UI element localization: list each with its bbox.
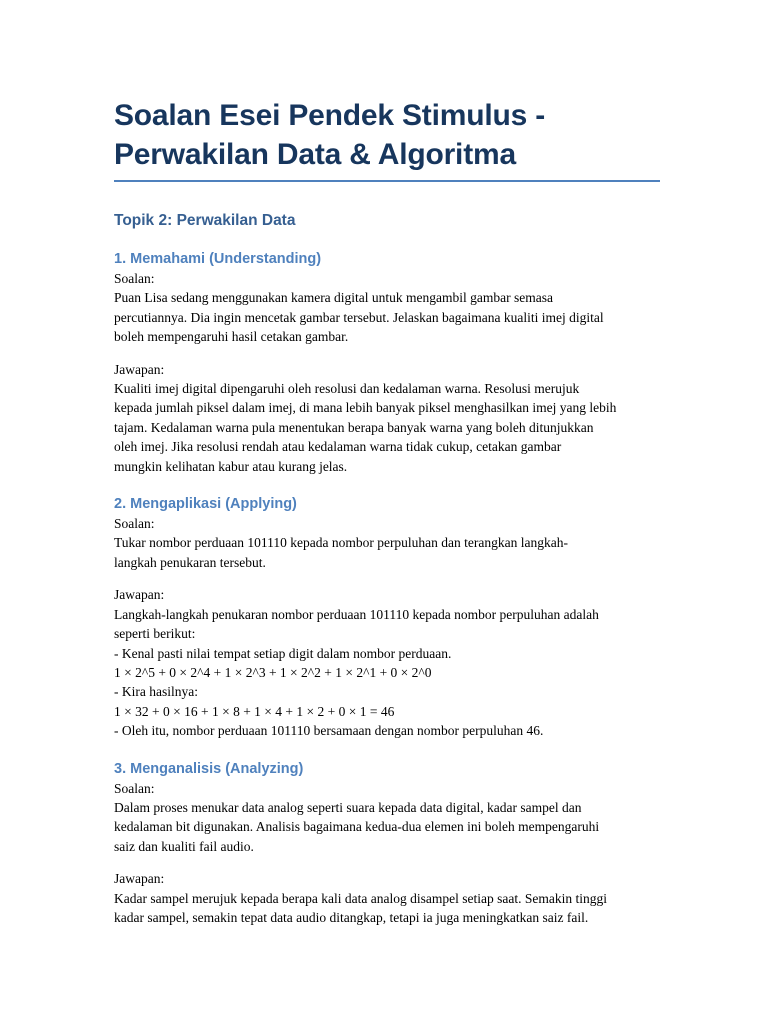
paragraph-gap — [114, 856, 660, 869]
question-label: Soalan: — [114, 780, 155, 796]
sections-container — [114, 249, 660, 927]
question-section — [114, 494, 660, 740]
answer-label: Jawapan: — [114, 871, 165, 887]
question-text-line: Puan Lisa sedang menggunakan kamera digital untuk mengambil gambar semasa — [114, 290, 554, 306]
answer-text-line: - Oleh itu, nombor perduaan 101110 bersamaan dengan nombor perpuluhan 46. — [114, 723, 544, 739]
answer-text-line: tajam. Kedalaman warna pula menentukan berapa banyak warna yang boleh ditunjukkan — [114, 419, 594, 435]
question-text-line: saiz dan kualiti fail audio. — [114, 838, 254, 854]
answer-text-line: oleh imej. Jika resolusi rendah atau kedalaman warna tidak cukup, cetakan gambar — [114, 439, 562, 455]
question-label: Soalan: — [114, 516, 155, 532]
answer-text-line: 1 × 2^5 + 0 × 2^4 + 1 × 2^3 + 1 × 2^2 + 1 × 2^1 + 0 × 2^0 — [114, 664, 432, 680]
answer-label: Jawapan: — [114, 587, 165, 603]
question-section — [114, 759, 660, 928]
answer-block — [114, 360, 660, 476]
question-text-line: Tukar nombor perduaan 101110 kepada nombor perpuluhan dan terangkan langkah- — [114, 535, 568, 551]
answer-text-line: kepada jumlah piksel dalam imej, di mana lebih banyak piksel menghasilkan imej yang lebih — [114, 400, 617, 416]
answer-text-line: - Kira hasilnya: — [114, 684, 198, 700]
answer-label: Jawapan: — [114, 361, 165, 377]
answer-text-line: Kualiti imej digital dipengaruhi oleh resolusi dan kedalaman warna. Resolusi merujuk — [114, 381, 580, 397]
document-content — [114, 96, 660, 927]
section-heading: 2. Mengaplikasi (Applying) — [114, 496, 297, 513]
question-block — [114, 269, 660, 347]
question-text-line: percutiannya. Dia ingin mencetak gambar tersebut. Jelaskan bagaimana kualiti imej digital — [114, 309, 604, 325]
question-text-line: langkah penukaran tersebut. — [114, 554, 266, 570]
title-line: Soalan Esei Pendek Stimulus - — [114, 99, 546, 132]
question-block — [114, 514, 660, 572]
answer-text-line: seperti berikut: — [114, 626, 196, 642]
document-title — [114, 96, 660, 182]
answer-text-line: mungkin kelihatan kabur atau kurang jelas. — [114, 458, 348, 474]
question-text-line: boleh mempengaruhi hasil cetakan gambar. — [114, 329, 349, 345]
answer-text-line: Kadar sampel merujuk kepada berapa kali data analog disampel setiap saat. Semakin tinggi — [114, 890, 607, 906]
paragraph-gap — [114, 347, 660, 360]
answer-text-line: Langkah-langkah penukaran nombor perduaan 101110 kepada nombor perpuluhan adalah — [114, 606, 599, 622]
section-heading: 3. Menganalisis (Analyzing) — [114, 760, 304, 777]
question-block — [114, 779, 660, 857]
question-text-line: Dalam proses menukar data analog seperti suara kepada data digital, kadar sampel dan — [114, 799, 582, 815]
paragraph-gap — [114, 572, 660, 585]
title-line: Perwakilan Data & Algoritma — [114, 138, 516, 171]
section-heading: 1. Memahami (Understanding) — [114, 251, 322, 267]
answer-text-line: kadar sampel, semakin tepat data audio ditangkap, tetapi ia juga meningkatkan saiz fail. — [114, 909, 589, 925]
topic-heading: Topik 2: Perwakilan Data — [114, 212, 296, 229]
question-text-line: kedalaman bit digunakan. Analisis bagaimana kedua-dua elemen ini boleh mempengaruhi — [114, 819, 600, 835]
answer-text-line: 1 × 32 + 0 × 16 + 1 × 8 + 1 × 4 + 1 × 2 + 0 × 1 = 46 — [114, 703, 395, 719]
answer-block — [114, 869, 660, 927]
question-section — [114, 249, 660, 476]
question-label: Soalan: — [114, 271, 155, 286]
answer-text-line: - Kenal pasti nilai tempat setiap digit dalam nombor perduaan. — [114, 645, 452, 661]
answer-block — [114, 585, 660, 740]
